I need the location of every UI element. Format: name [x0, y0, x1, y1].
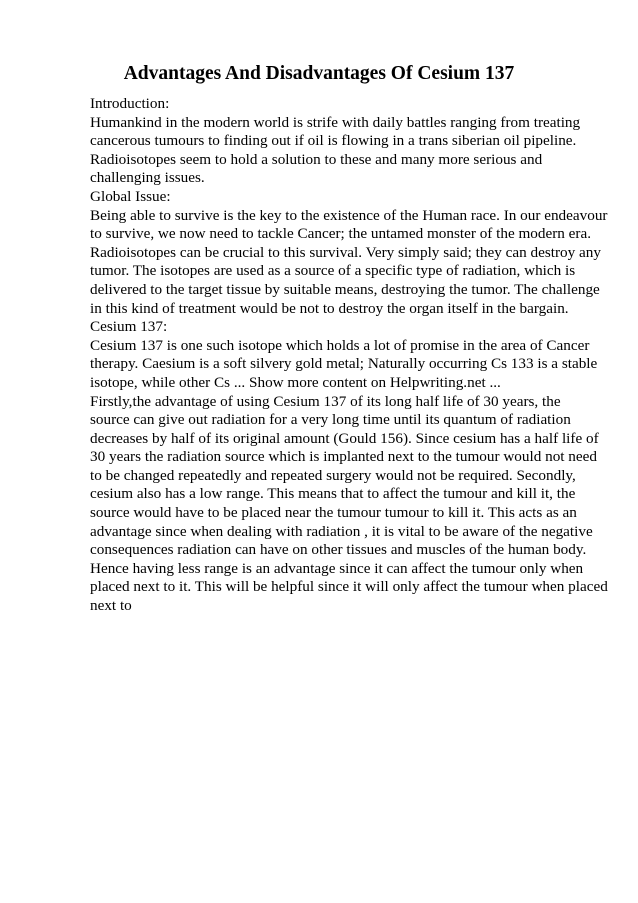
- body-line: Radioisotopes seem to hold a solution to these and many more serious and: [90, 150, 543, 168]
- body-line: 30 years the radiation source which is implanted next to the tumour would not need: [90, 448, 597, 466]
- body-line: in this kind of treatment would be not to destroy the organ itself in the bargain.: [90, 299, 569, 317]
- body-line: Firstly,the advantage of using Cesium 137 of its long half life of 30 years, the: [90, 392, 561, 410]
- body-line: Cesium 137:: [90, 318, 168, 336]
- body-line: next to: [90, 597, 132, 615]
- body-line: advantage since when dealing with radiation , it is vital to be aware of the negative: [90, 522, 593, 540]
- body-line: to survive, we now need to tackle Cancer; the untamed monster of the modern era.: [90, 225, 592, 243]
- body-line: Hence having less range is an advantage since it can affect the tumour only when: [90, 559, 584, 577]
- body-line: to be changed repeatedly and repeated surgery would not be required. Secondly,: [90, 466, 576, 484]
- body-line: placed next to it. This will be helpful since it will only affect the tumour when placed: [90, 578, 608, 596]
- document-body: [90, 95, 608, 616]
- body-line: isotope, while other Cs ... Show more content on Helpwriting.net ...: [90, 373, 501, 391]
- body-line: cesium also has a low range. This means that to affect the tumour and kill it, the: [90, 485, 576, 503]
- body-line: delivered to the target tissue by suitable means, destroying the tumor. The challenge: [90, 280, 600, 298]
- body-line: source can give out radiation for a very long time until its quantum of radiation: [90, 411, 571, 429]
- body-line: challenging issues.: [90, 169, 205, 187]
- body-line: Cesium 137 is one such isotope which holds a lot of promise in the area of Cancer: [90, 336, 590, 354]
- body-line: Global Issue:: [90, 187, 171, 205]
- body-line: cancerous tumours to finding out if oil is flowing in a trans siberian oil pipeline.: [90, 132, 577, 150]
- body-line: Humankind in the modern world is strife with daily battles ranging from treating: [90, 113, 581, 131]
- body-line: source would have to be placed near the tumour tumour to kill it. This acts as an: [90, 504, 577, 522]
- body-line: decreases by half of its original amount (Gould 156). Since cesium has a half life of: [90, 429, 599, 447]
- body-line: Being able to survive is the key to the existence of the Human race. In our endeavour: [90, 206, 608, 224]
- body-line: therapy. Caesium is a soft silvery gold metal; Naturally occurring Cs 133 is a stable: [90, 355, 598, 373]
- body-line: consequences radiation can have on other tissues and muscles of the human body.: [90, 541, 587, 559]
- body-line: tumor. The isotopes are used as a source of a specific type of radiation, which is: [90, 262, 576, 280]
- document-title: Advantages And Disadvantages Of Cesium 137: [123, 63, 515, 84]
- body-line: Introduction:: [90, 95, 170, 112]
- body-line: Radioisotopes can be crucial to this survival. Very simply said; they can destroy any: [90, 243, 601, 261]
